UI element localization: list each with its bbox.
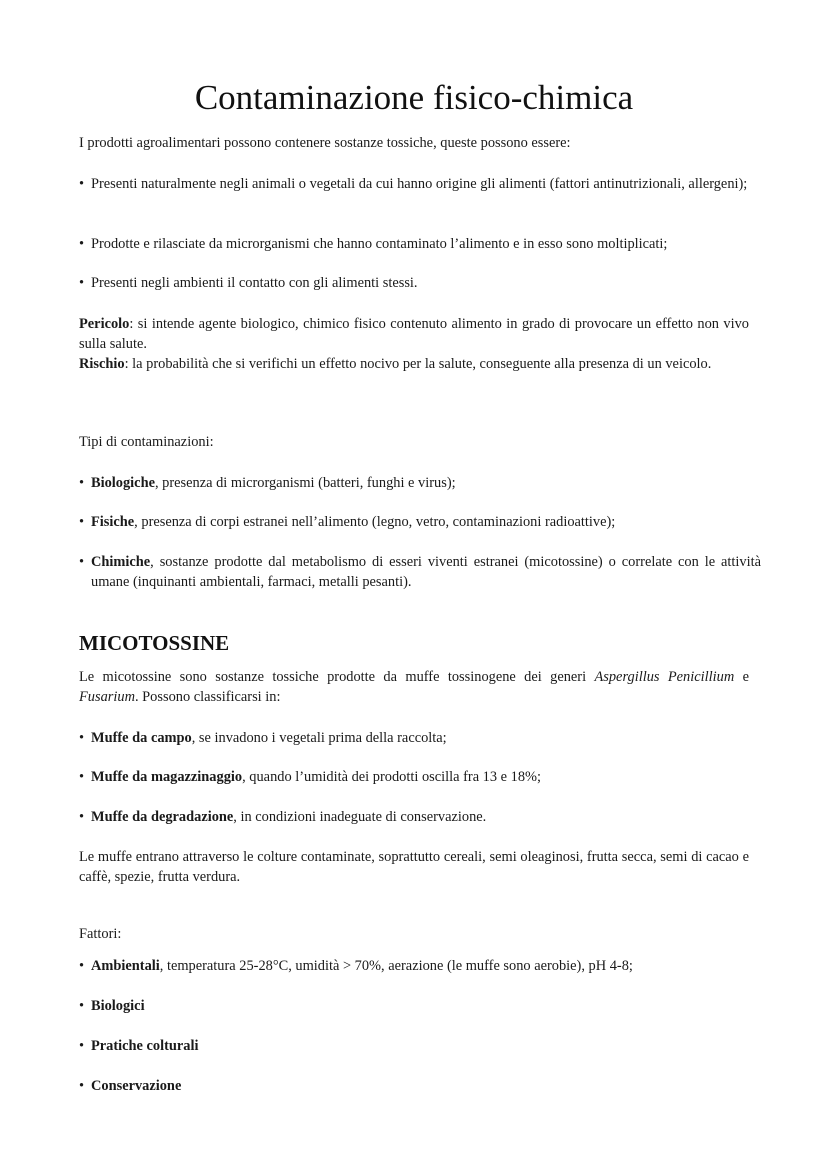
list-item-origin-1: • Presenti naturalmente negli animali o vegetali da cui hanno origine gli alimenti (fattori antinutrizionali, allergeni); <box>79 174 761 194</box>
list-item-fattore-conservazione: • Conservazione <box>79 1076 761 1096</box>
list-item-muffe-campo: • Muffe da campo, se invadono i vegetali prima della raccolta; <box>79 728 761 748</box>
list-item-type-fisiche: • Fisiche, presenza di corpi estranei nell’alimento (legno, vetro, contaminazioni radioattive); <box>79 512 761 532</box>
list-item-muffe-magazzinaggio: • Muffe da magazzinaggio, quando l’umidità dei prodotti oscilla fra 13 e 18%; <box>79 767 761 787</box>
rischio-definition: Rischio: la probabilità che si verifichi un effetto nocivo per la salute, conseguente alla presenza di un veicolo. <box>79 356 712 372</box>
list-item-muffe-degradazione: • Muffe da degradazione, in condizioni inadeguate di conservazione. <box>79 807 761 827</box>
list-item-type-biologiche: • Biologiche, presenza di microrganismi (batteri, funghi e virus); <box>79 473 761 493</box>
list-item-fattore-pratiche-colturali: • Pratiche colturali <box>79 1036 761 1056</box>
page-title: Contaminazione fisico-chimica <box>194 78 634 117</box>
list-item-origin-2: • Prodotte e rilasciate da microrganismi che hanno contaminato l’alimento e in esso sono moltiplicati; <box>79 234 761 254</box>
list-item-origin-3: • Presenti negli ambienti il contatto con gli alimenti stessi. <box>79 273 761 293</box>
muffe-entry-paragraph: Le muffe entrano attraverso le colture contaminate, soprattutto cereali, semi oleaginosi, frutta secca, semi di cacao e caffè, spezie, frutta verdura. <box>79 849 749 885</box>
intro-text: I prodotti agroalimentari possono contenere sostanze tossiche, queste possono essere: <box>79 135 571 151</box>
list-item-type-chimiche: • Chimiche, sostanze prodotte dal metabolismo di esseri viventi estranei (micotossine) o correlate con le attività umane (inquinanti ambientali, farmaci, metalli pesanti). <box>79 552 761 592</box>
fattori-intro: Fattori: <box>79 926 122 942</box>
types-intro: Tipi di contaminazioni: <box>79 434 214 450</box>
definitions-paragraph <box>79 314 749 374</box>
list-item-fattore-ambientali: • Ambientali, temperatura 25-28°C, umidità > 70%, aerazione (le muffe sono aerobie), pH 4-8; <box>79 956 761 976</box>
pericolo-definition: Pericolo: si intende agente biologico, chimico fisico contenuto alimento in grado di provocare un effetto non vivo sulla salute. <box>79 316 749 352</box>
intro-paragraph <box>79 133 749 153</box>
genus-aspergillus-penicillium: Aspergillus Penicillium <box>594 669 735 685</box>
genus-fusarium: Fusarium <box>79 689 135 705</box>
section-heading-micotossine: MICOTOSSINE <box>79 631 230 655</box>
list-item-fattore-biologici: • Biologici <box>79 996 761 1016</box>
micotossine-intro-paragraph: Le micotossine sono sostanze tossiche prodotte da muffe tossinogene dei generi Aspergillus Penicillium e Fusarium. Possono classificarsi in: <box>79 669 749 705</box>
